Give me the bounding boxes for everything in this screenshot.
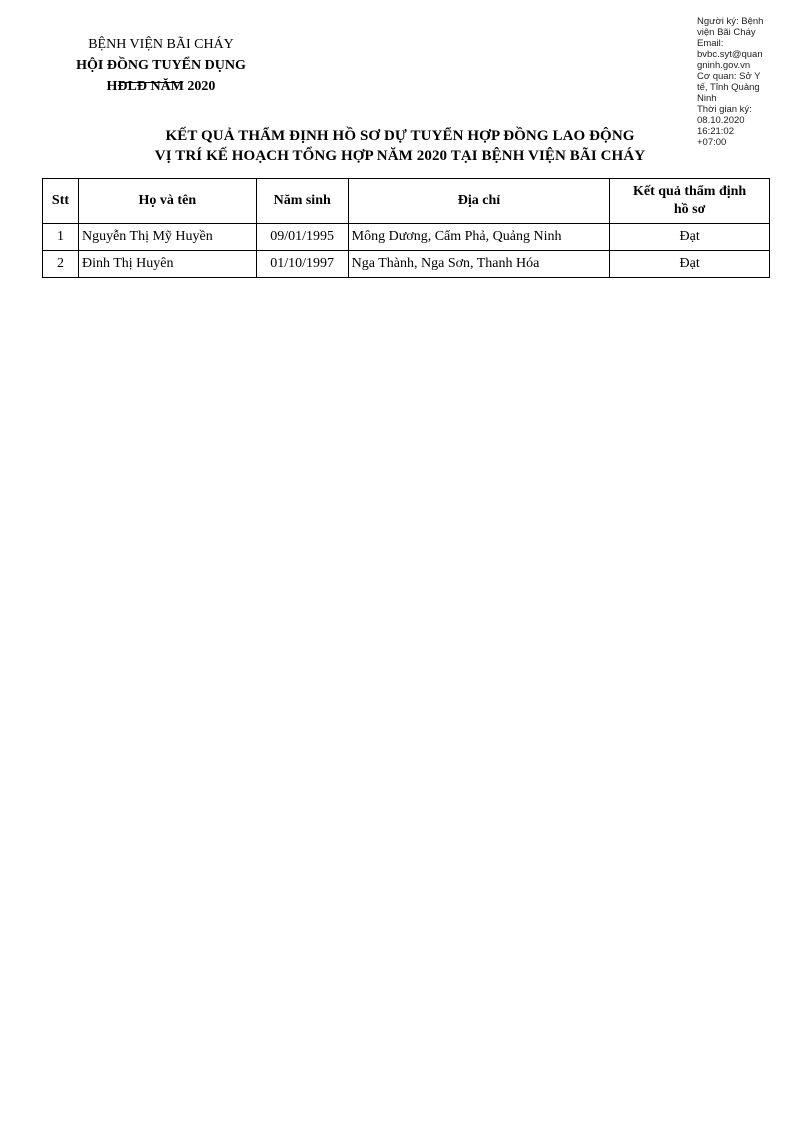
cell-stt: 2 bbox=[43, 251, 79, 278]
cell-dob: 09/01/1995 bbox=[256, 224, 348, 251]
header-address: Địa chỉ bbox=[348, 179, 610, 224]
signature-line: Thời gian ký: bbox=[697, 104, 752, 115]
title-line-2: VỊ TRÍ KẾ HOẠCH TỔNG HỢP NĂM 2020 TẠI BỆNH VIỆN BÃI CHÁY bbox=[154, 148, 646, 164]
committee-name: HỘI ĐỒNG TUYỂN DỤNG bbox=[76, 58, 246, 73]
cell-name: Nguyễn Thị Mỹ Huyền bbox=[78, 224, 256, 251]
organization-header bbox=[40, 34, 282, 94]
signature-line: Cơ quan: Sở Y bbox=[697, 71, 761, 82]
results-table bbox=[42, 178, 770, 278]
cell-result: Đạt bbox=[610, 224, 770, 251]
cell-dob: 01/10/1997 bbox=[256, 251, 348, 278]
signature-line: 16:21:02 bbox=[697, 126, 734, 137]
signature-line: +07:00 bbox=[697, 137, 727, 148]
cell-stt: 1 bbox=[43, 224, 79, 251]
header-year: Năm sinh bbox=[256, 179, 348, 224]
signature-line: tế, Tỉnh Quảng bbox=[697, 82, 760, 93]
committee-year: HĐLĐ NĂM 2020 bbox=[106, 79, 216, 94]
hospital-name: BỆNH VIỆN BÃI CHÁY bbox=[88, 37, 234, 52]
header-name: Họ và tên bbox=[78, 179, 256, 224]
signature-line: 08.10.2020 bbox=[697, 115, 745, 126]
document-title bbox=[60, 126, 740, 166]
cell-result: Đạt bbox=[610, 251, 770, 278]
cell-address: Nga Thành, Nga Sơn, Thanh Hóa bbox=[348, 251, 610, 278]
cell-address: Mông Dương, Cẩm Phả, Quảng Ninh bbox=[348, 224, 610, 251]
signature-line: gninh.gov.vn bbox=[697, 60, 751, 71]
table-row bbox=[43, 251, 770, 278]
table-header-row bbox=[43, 179, 770, 224]
signature-line: Ninh bbox=[697, 93, 717, 104]
signature-line: bvbc.syt@quan bbox=[697, 49, 763, 60]
title-line-1: KẾT QUẢ THẨM ĐỊNH HỒ SƠ DỰ TUYỂN HỢP ĐỒNG LAO ĐỘNG bbox=[165, 128, 635, 144]
signature-line: viện Bãi Cháy bbox=[697, 27, 756, 38]
header-result-line2: hồ sơ bbox=[673, 202, 706, 217]
signature-line: Người ký: Bệnh bbox=[697, 16, 764, 27]
header-result bbox=[610, 179, 770, 224]
table-row bbox=[43, 224, 770, 251]
header-underline bbox=[121, 82, 183, 83]
header-stt: Stt bbox=[43, 179, 79, 224]
header-result-line1: Kết quả thẩm định bbox=[633, 184, 747, 199]
signature-line: Email: bbox=[697, 38, 724, 49]
cell-name: Đinh Thị Huyên bbox=[78, 251, 256, 278]
